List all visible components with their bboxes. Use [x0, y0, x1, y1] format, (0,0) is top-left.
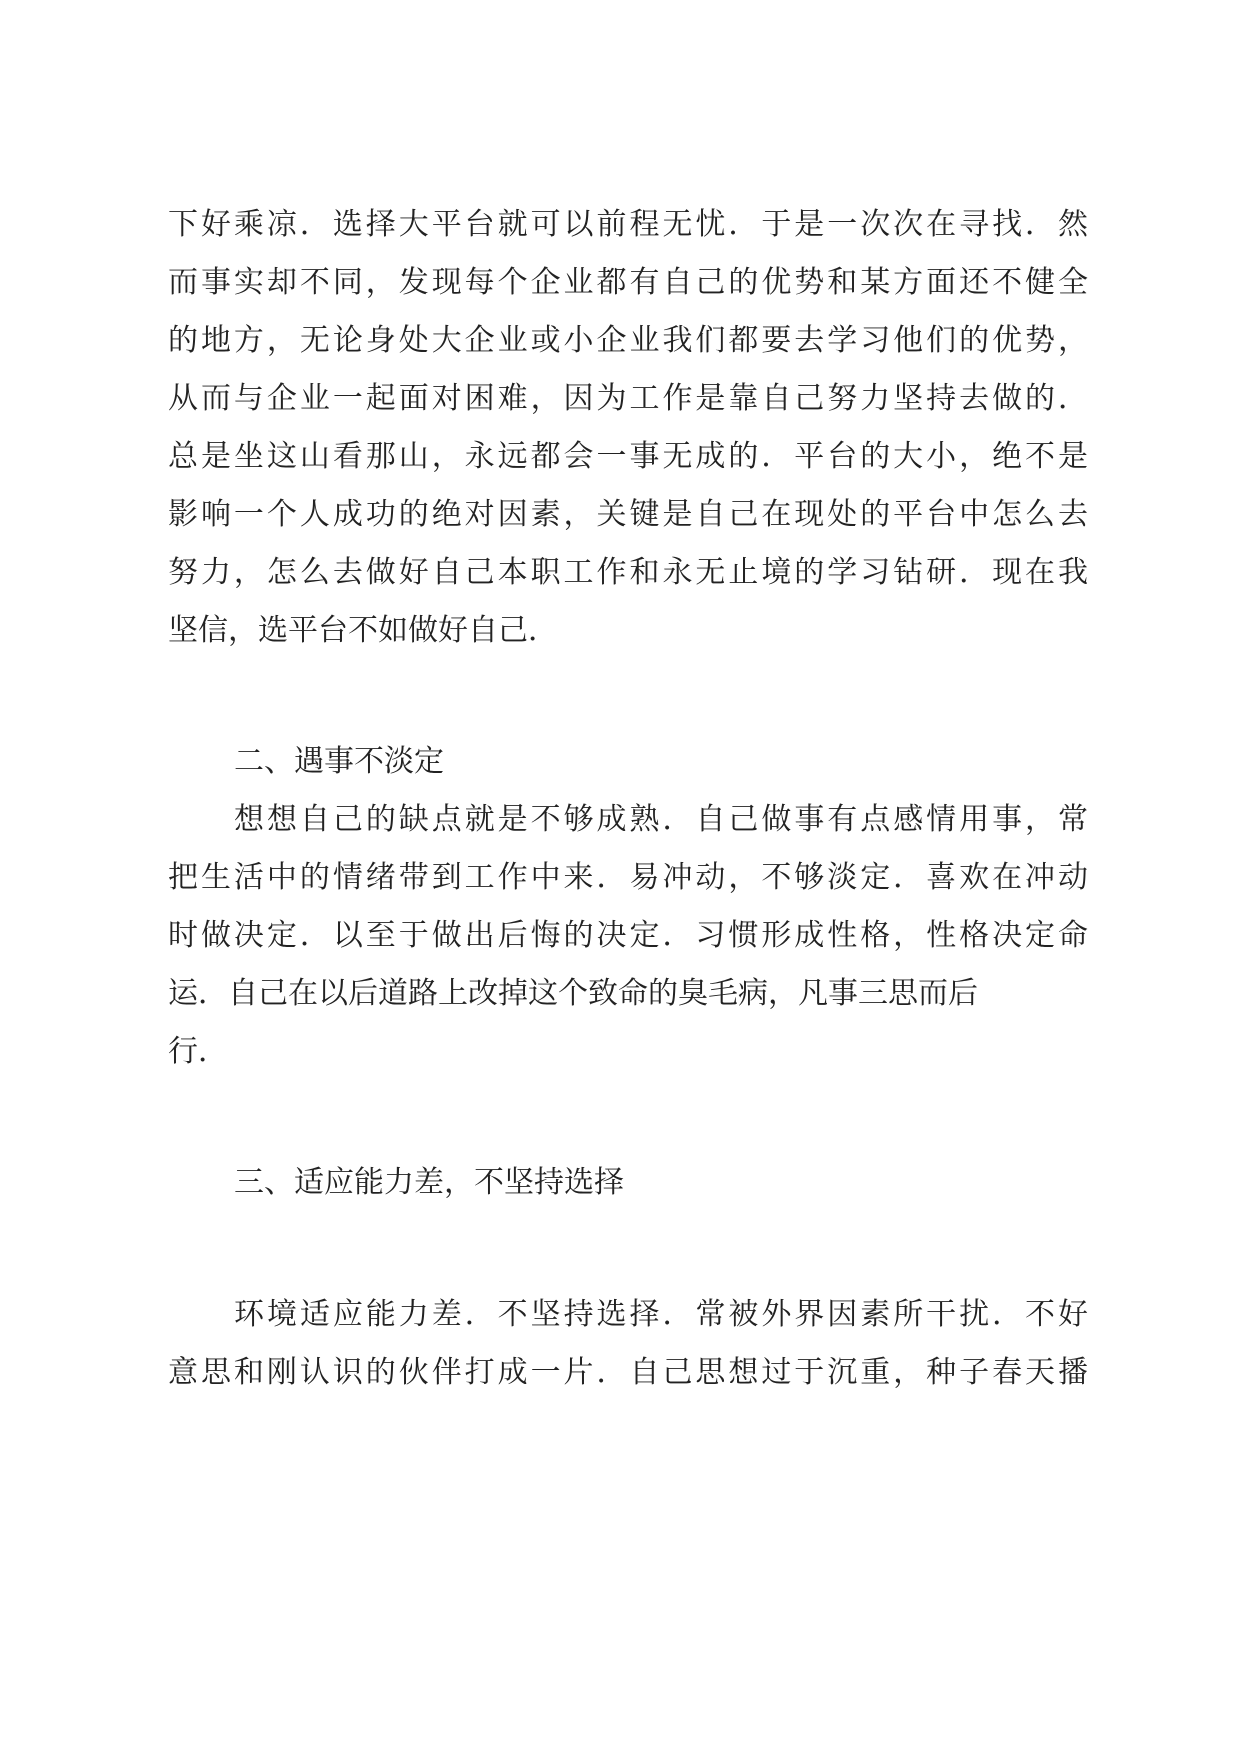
paragraph-1-line-4: 从而与企业一起面对困难，因为工作是靠自己努力坚持去做的． [168, 381, 1088, 416]
paragraph-1-line-2: 而事实却不同，发现每个企业都有自己的优势和某方面还不健全 [168, 265, 1088, 300]
paragraph-1-line-8: 坚信，选平台不如做好自己． [168, 613, 558, 648]
section-2-line-3: 时做决定．以至于做出后悔的决定．习惯形成性格，性格决定命 [168, 918, 1088, 953]
section-2-heading: 二、遇事不淡定 [234, 744, 444, 779]
section-3-line-2: 意思和刚认识的伙伴打成一片．自己思想过于沉重，种子春天播 [168, 1355, 1088, 1390]
section-3-line-1: 环境适应能力差．不坚持选择．常被外界因素所干扰．不好 [234, 1297, 1088, 1332]
section-2-line-2: 把生活中的情绪带到工作中来．易冲动，不够淡定．喜欢在冲动 [168, 860, 1088, 895]
paragraph-1-line-6: 影响一个人成功的绝对因素，关键是自己在现处的平台中怎么去 [168, 497, 1088, 532]
paragraph-1-line-5: 总是坐这山看那山，永远都会一事无成的．平台的大小，绝不是 [168, 439, 1088, 474]
section-2-line-4: 运．自己在以后道路上改掉这个致命的臭毛病，凡事三思而后 [168, 976, 978, 1011]
paragraph-1-line-3: 的地方，无论身处大企业或小企业我们都要去学习他们的优势， [168, 323, 1088, 358]
section-2-line-1: 想想自己的缺点就是不够成熟．自己做事有点感情用事，常 [234, 802, 1088, 837]
paragraph-1-line-1: 下好乘凉．选择大平台就可以前程无忧．于是一次次在寻找．然 [168, 207, 1088, 242]
section-2-line-5: 行． [168, 1034, 228, 1069]
paragraph-1-line-7: 努力，怎么去做好自己本职工作和永无止境的学习钻研．现在我 [168, 555, 1088, 590]
section-3-heading: 三、适应能力差，不坚持选择 [234, 1165, 624, 1200]
